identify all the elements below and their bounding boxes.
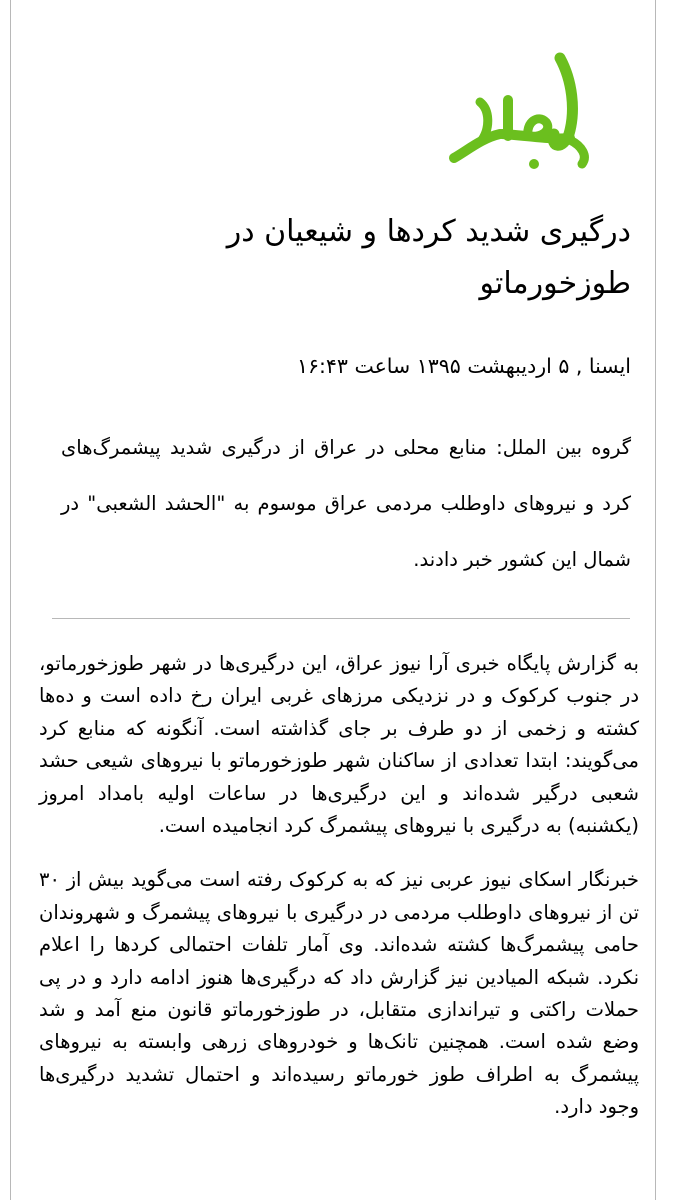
article-meta: ایسنا , ۵ اردیبهشت ۱۳۹۵ ساعت ۱۶:۴۳ xyxy=(296,354,631,378)
body-paragraph-2: خبرنگار اسکای نیوز عربی نیز که به کرکوک رفته است می‌گوید بیش از ۳۰ تن از نیروهای داوطلب مردمی در درگیری با نیروهای پیشمرگ و شهروندان حامی پیشمرگ‌ها کشته شده‌اند. وی آمار تلفات احتمالی کردها را اعلام نکرد. شبکه المیادین نیز گزارش داد که درگیری‌ها هنوز ادامه دارد و در پی حملات راکتی و تیراندازی متقابل، در طوزخورماتو قانون منع آمد و شد وضع شده است. همچنین تانک‌ها و خودروهای زرهی وابسته به نیروهای پیشمرگ به اطراف طوز خورماتو رسیده‌اند و احتمال تشدید درگیری‌ها وجود دارد. xyxy=(39,868,639,1119)
bahar-logo xyxy=(442,40,597,170)
article-body xyxy=(39,648,639,1146)
section-divider xyxy=(52,618,630,619)
article-lead: گروه بین الملل: منابع محلی در عراق از درگیری شدید پیشمرگ‌های کرد و نیروهای داوطلب مردمی عراق موسوم به "الحشد الشعبی" در شمال این کشور خبر دادند. xyxy=(61,436,631,571)
body-paragraph-1: به گزارش پایگاه خبری آرا نیوز عراق، این درگیری‌ها در شهر طوزخورماتو، در جنوب کرکوک و در نزدیکی مرزهای غربی ایران رخ داده است و ده‌ها کشته و زخمی از دو طرف بر جای گذاشته است. آنگونه که منابع کرد می‌گویند: ابتدا تعدادی از ساکنان شهر طوزخورماتو با نیروهای شیعی حشد شعبی درگیر شده‌اند و این درگیری‌ها در ساعات اولیه بامداد امروز (یکشنبه) به درگیری با نیروهای پیشمرگ کرد انجامیده است. xyxy=(39,652,639,838)
bahar-logo-mark xyxy=(442,40,597,170)
article-headline: درگیری شدید کردها و شیعیان در طوزخورماتو xyxy=(226,214,631,301)
